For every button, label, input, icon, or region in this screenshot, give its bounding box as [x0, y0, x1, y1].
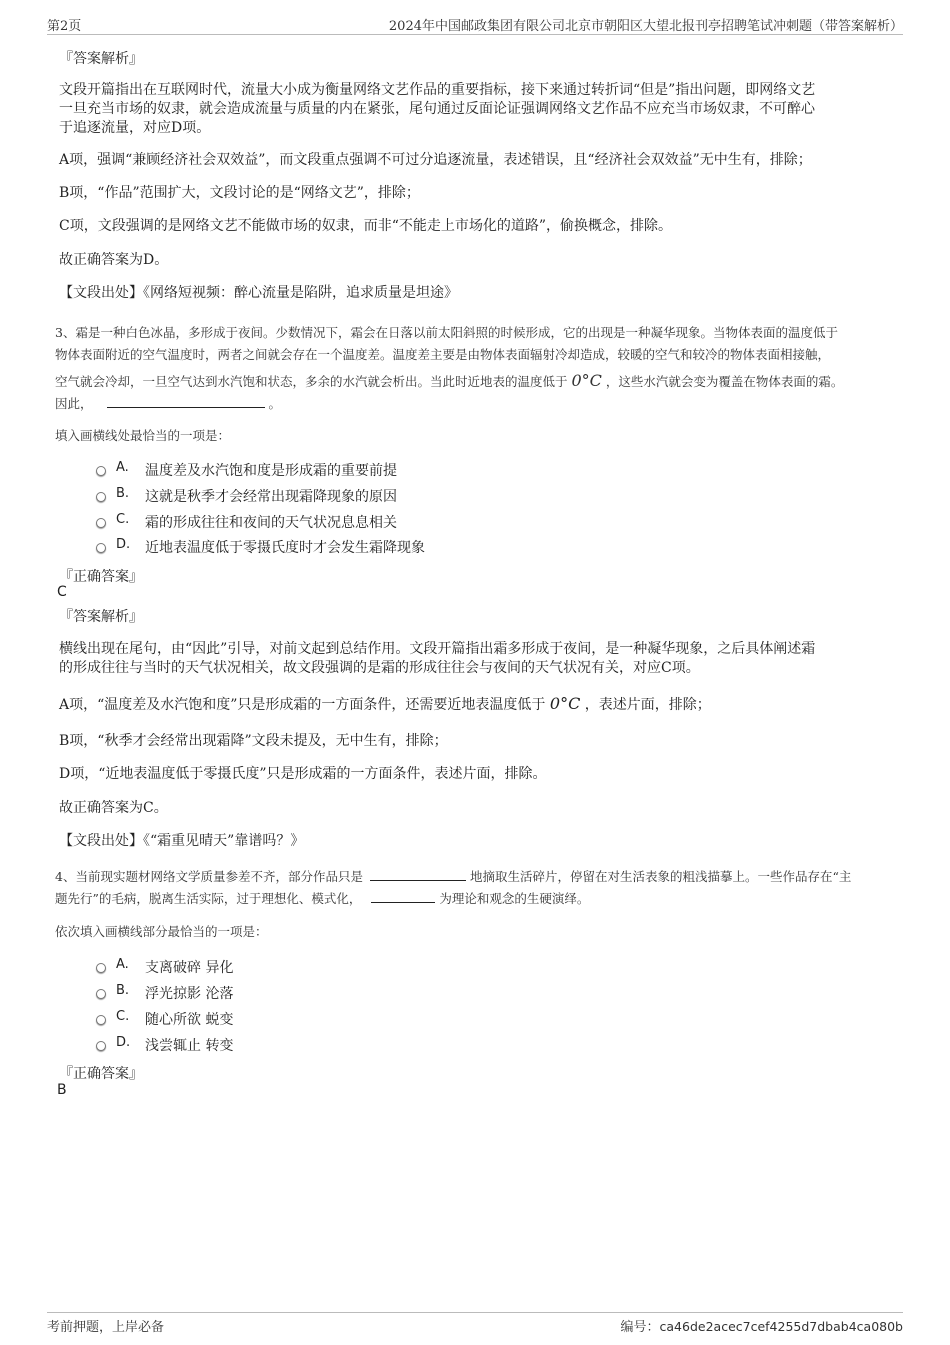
answer-blank — [370, 867, 466, 881]
answer-blank — [107, 394, 265, 408]
question-stem: 3、霜是一种白色冰晶，多形成于夜间。少数情况下，霜会在日落以前太阳斜照的时候形成，它的出现是一种凝华现象。当物体表面的温度低于 物体表面附近的空气温度时，两者之间就会存在一个温度差。温度差主要是由物体表面辐射冷却造成，较暖的空气和较冷的物体表面相接触， 空气就会冷却，一旦空气达到水汽饱和状态，多余的水汽就会析出。当此时近地表的温度低于 0°C ，这些水汽就会变为覆盖在物体表面的霜。 因此， 。 — [55, 325, 844, 411]
radio-button[interactable] — [96, 543, 106, 553]
correct-answer-label: 『正确答案』 — [59, 1066, 143, 1082]
analysis-option-c: C项，文段强调的是网络文艺不能做市场的奴隶，而非“不能走上市场化的道路”，偷换概念，排除。 — [59, 218, 673, 234]
question-prompt: 依次填入画横线部分最恰当的一项是： — [55, 924, 268, 939]
question-prompt: 填入画横线处最恰当的一项是： — [55, 428, 231, 443]
footer-slogan: 考前押题，上岸必备 — [47, 1320, 165, 1335]
page-header — [47, 14, 903, 35]
source-citation: 【文段出处】《“霜重见晴天”靠谱吗？》 — [59, 833, 305, 849]
degree-celsius: 0°C — [571, 371, 602, 390]
radio-button[interactable] — [96, 963, 106, 973]
radio-button[interactable] — [96, 989, 106, 999]
analysis-option-a: A项，“温度差及水汽饱和度”只是形成霜的一方面条件，还需要近地表温度低于 0°C ，表述片面，排除； — [59, 694, 711, 713]
radio-button[interactable] — [96, 1041, 106, 1051]
source-citation: 【文段出处】《网络短视频：醉心流量是陷阱，追求质量是坦途》 — [59, 285, 458, 301]
correct-answer-label: 『正确答案』 — [59, 569, 143, 585]
answer-analysis-label: 『答案解析』 — [59, 51, 143, 67]
page-footer — [47, 1312, 903, 1335]
answer-analysis-label: 『答案解析』 — [59, 609, 143, 625]
analysis-option-b: B项，“秋季才会经常出现霜降”文段未提及，无中生有，排除； — [59, 733, 448, 749]
document-code: 编号：ca46de2acec7cef4255d7dbab4ca080b — [620, 1319, 903, 1335]
radio-button[interactable] — [96, 1015, 106, 1025]
page-number: 第2页 — [47, 19, 82, 34]
degree-celsius: 0°C — [549, 694, 581, 713]
analysis-paragraph: 文段开篇指出在互联网时代，流量大小成为衡量网络文艺作品的重要指标，接下来通过转折词“但是”指出问题，即网络文艺 一旦充当市场的奴隶，就会造成流量与质量的内在紧张，尾句通过反面论证强调网络文艺作品不应充当市场奴隶，不可醉心 于追逐流量，对应D项。 — [59, 82, 816, 136]
radio-button[interactable] — [96, 518, 106, 528]
analysis-option-d: D项，“近地表温度低于零摄氏度”只是形成霜的一方面条件，表述片面，排除。 — [59, 766, 547, 782]
answer-blank — [371, 889, 435, 903]
radio-button[interactable] — [96, 466, 106, 476]
question-stem: 4、当前现实题材网络文学质量参差不齐，部分作品只是 地摘取生活碎片，停留在对生活表象的粗浅描摹上。一些作品存在“主 题先行”的毛病，脱离生活实际，过于理想化、模式化， 为理论和观念的生硬演绎。 — [55, 869, 852, 906]
conclusion: 故正确答案为D。 — [59, 252, 169, 268]
radio-button[interactable] — [96, 492, 106, 502]
conclusion: 故正确答案为C。 — [59, 800, 168, 816]
document-title: 2024年中国邮政集团有限公司北京市朝阳区大望北报刊亭招聘笔试冲刺题（带答案解析） — [388, 19, 903, 34]
analysis-option-a: A项，强调“兼顾经济社会双效益”，而文段重点强调不可过分追逐流量，表述错误，且“经济社会双效益”无中生有，排除； — [59, 152, 812, 168]
correct-answer: C — [57, 584, 67, 600]
analysis-paragraph: 横线出现在尾句，由“因此”引导，对前文起到总结作用。文段开篇指出霜多形成于夜间，是一种凝华现象，之后具体阐述霜 的形成往往与当时的天气状况相关，故文段强调的是霜的形成往往会与夜间的天气状况有关，对应C项。 — [59, 641, 816, 676]
correct-answer: B — [57, 1082, 67, 1098]
analysis-option-b: B项，“作品”范围扩大，文段讨论的是“网络文艺”，排除； — [59, 185, 420, 201]
